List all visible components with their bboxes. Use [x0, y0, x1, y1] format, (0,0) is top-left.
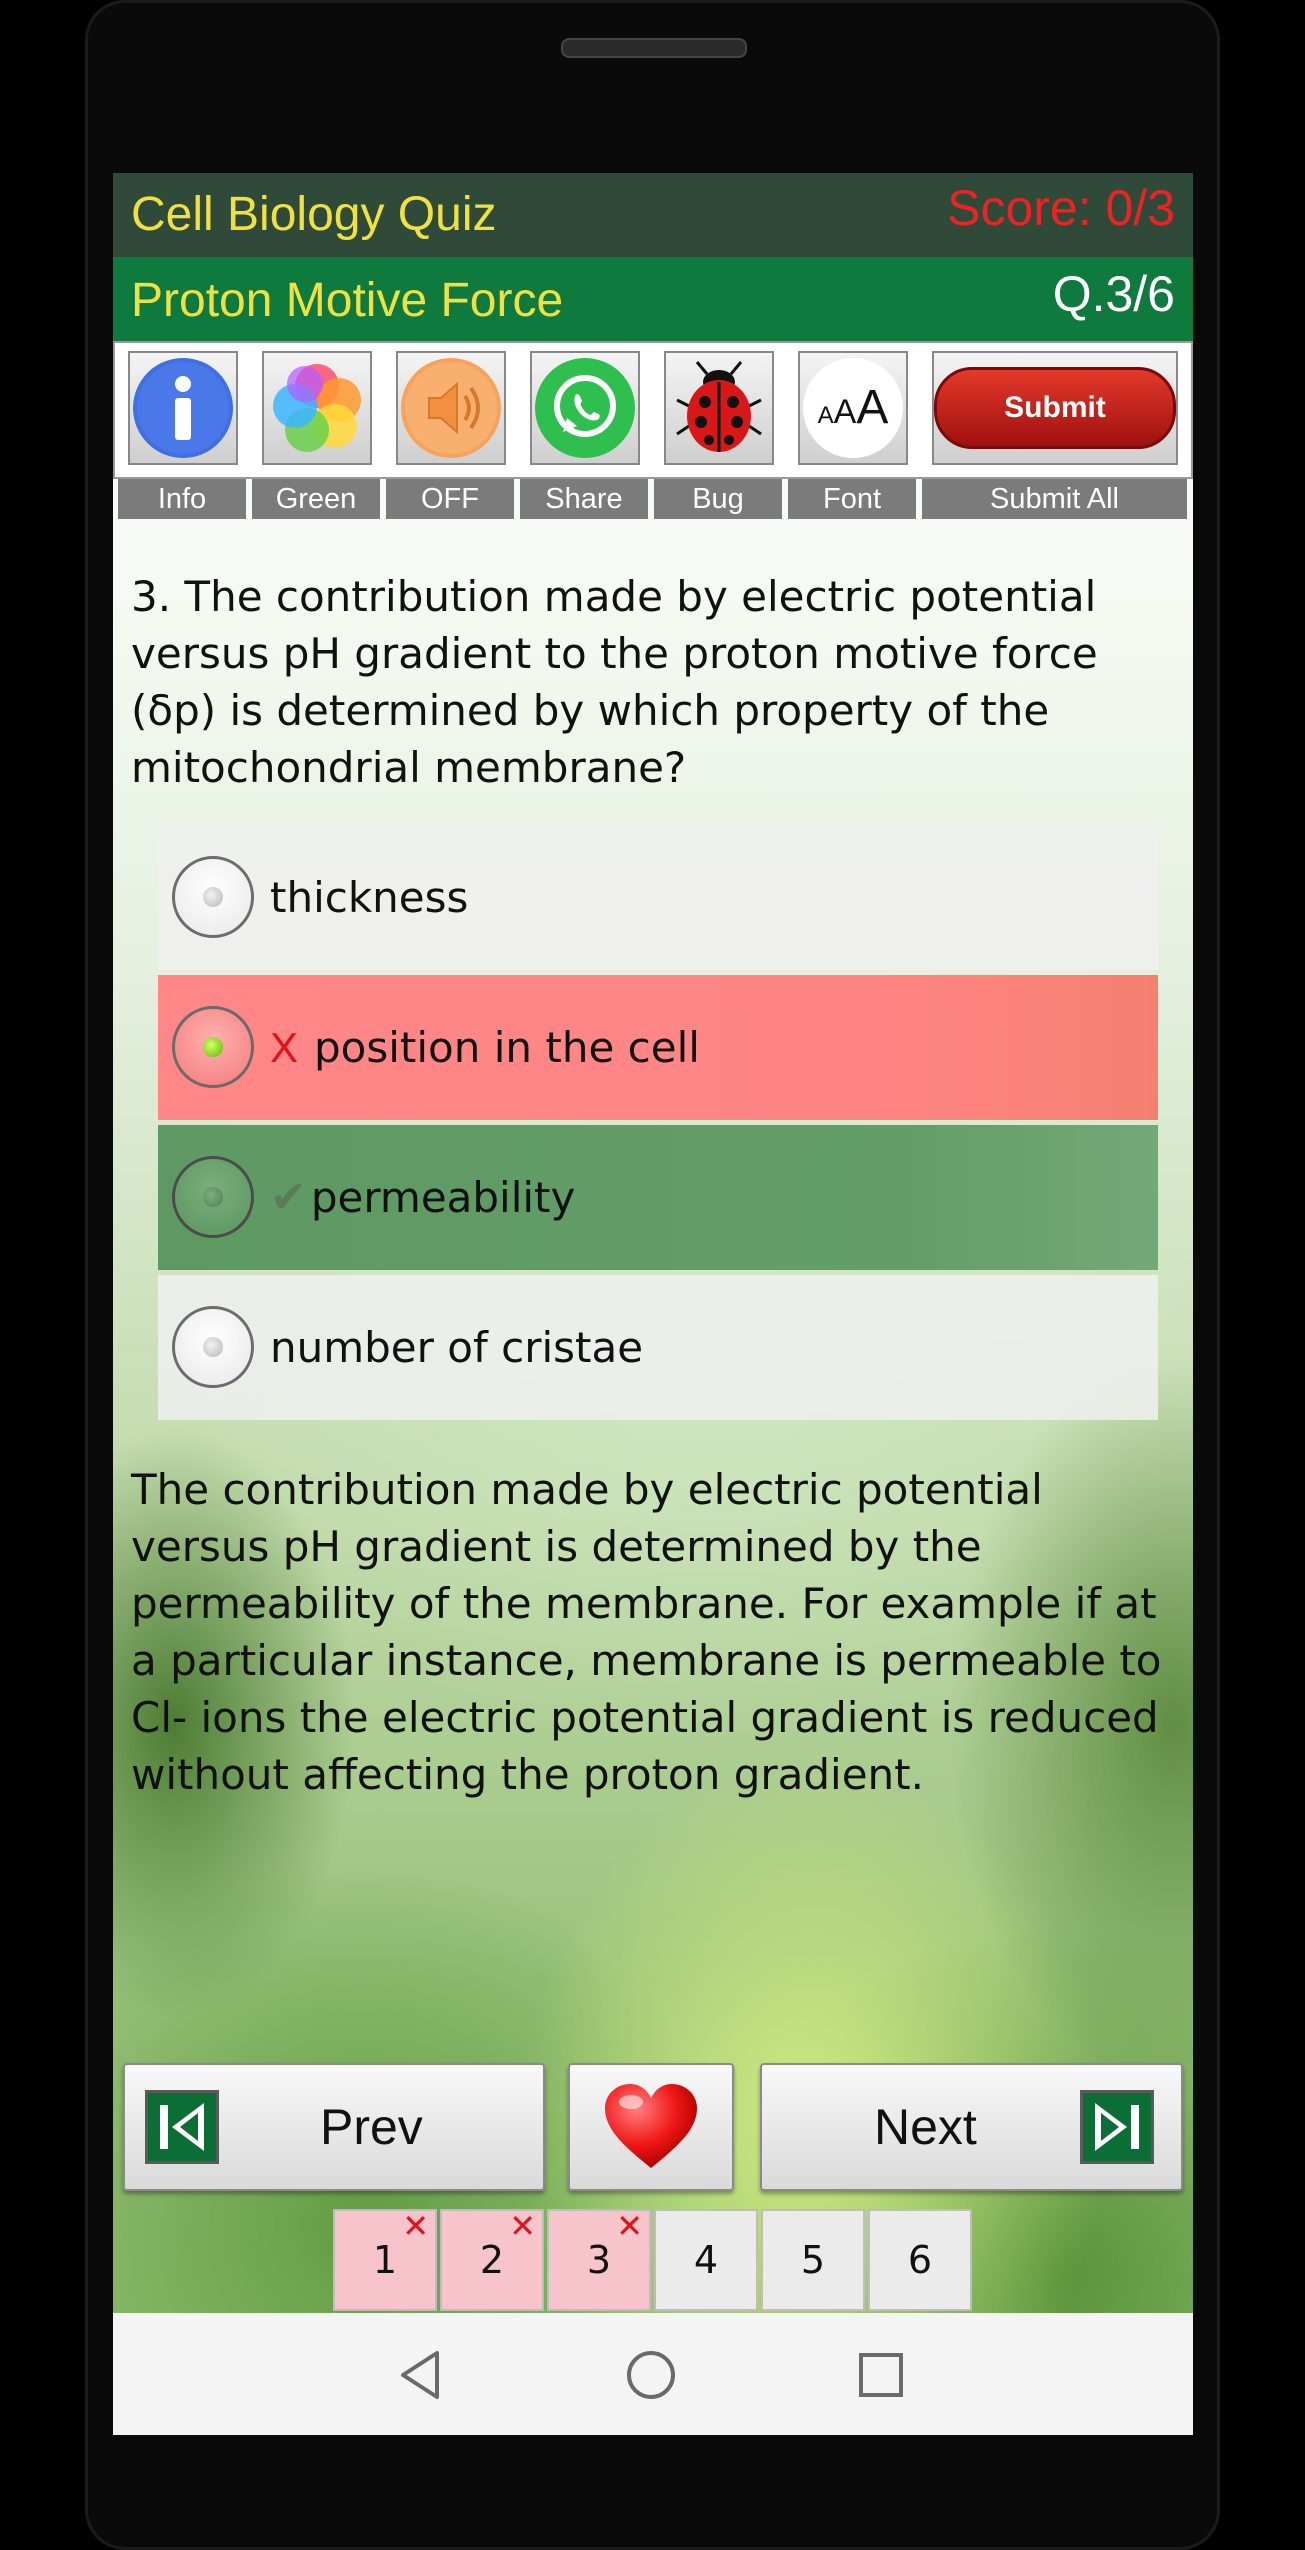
favorite-button[interactable] — [568, 2063, 734, 2191]
option-label: thickness — [270, 873, 469, 922]
toolbar — [113, 341, 1193, 479]
option-position-in-cell[interactable] — [158, 975, 1158, 1120]
option-permeability[interactable] — [158, 1125, 1158, 1270]
question-counter: Q.3/6 — [1052, 266, 1175, 322]
info-icon — [131, 356, 235, 460]
prev-button[interactable] — [123, 2063, 545, 2191]
answer-explanation: The contribution made by electric potential versus pH gradient is determined by the permeability of the membrane. For example if at a particular instance, membrane is permeable to Cl- ions the electric potential gradient is reduced without affecting the proton gradient. — [131, 1465, 1162, 1799]
page-tab-3[interactable] — [547, 2209, 651, 2311]
color-theme-button[interactable] — [262, 351, 372, 465]
score-display: Score: 0/3 — [947, 180, 1175, 236]
page-number: 4 — [693, 2238, 719, 2282]
wrong-mark-icon: X — [270, 1023, 299, 1071]
option-thickness[interactable] — [158, 825, 1158, 970]
option-label: number of cristae — [270, 1323, 644, 1372]
label-sound[interactable]: OFF — [386, 479, 514, 519]
share-button[interactable] — [530, 351, 640, 465]
submit-pill: Submit — [934, 367, 1176, 449]
page-number: 5 — [800, 2238, 826, 2282]
topic-bar — [113, 257, 1193, 341]
label-bug[interactable]: Bug — [654, 479, 782, 519]
phone-speaker — [561, 38, 747, 58]
radio-dot — [203, 1187, 223, 1207]
bug-report-button[interactable] — [664, 351, 774, 465]
page-tab-2[interactable] — [440, 2209, 544, 2311]
label-submit-all[interactable]: Submit All — [922, 479, 1187, 519]
color-wheel-icon — [265, 356, 369, 460]
submit-button[interactable] — [932, 351, 1178, 465]
next-button[interactable] — [760, 2063, 1183, 2191]
correct-check-icon: ✔ — [270, 1172, 307, 1223]
label-share[interactable]: Share — [520, 479, 648, 519]
font-glyph-big: A — [856, 381, 889, 434]
wrong-badge-icon: ✕ — [509, 2207, 536, 2245]
next-label: Next — [874, 2099, 977, 2155]
whatsapp-icon — [533, 356, 637, 460]
option-label: permeability — [310, 1173, 576, 1222]
radio-dot — [203, 887, 223, 907]
topic-title: Proton Motive Force — [131, 274, 564, 327]
info-button[interactable] — [128, 351, 238, 465]
prev-icon — [145, 2090, 219, 2164]
radio-button[interactable] — [172, 856, 254, 938]
next-icon — [1080, 2090, 1154, 2164]
speaker-icon — [399, 356, 503, 460]
page-tab-4[interactable] — [654, 2209, 758, 2311]
page-number: 6 — [907, 2238, 933, 2282]
home-circle-icon[interactable] — [623, 2347, 679, 2403]
page-number: 1 — [372, 2238, 398, 2282]
label-green[interactable]: Green — [252, 479, 380, 519]
page-tab-1[interactable] — [333, 2209, 437, 2311]
title-bar — [113, 173, 1193, 257]
radio-button[interactable] — [172, 1156, 254, 1238]
wrong-badge-icon: ✕ — [402, 2207, 429, 2245]
label-info[interactable]: Info — [118, 479, 246, 519]
recents-square-icon[interactable] — [853, 2347, 909, 2403]
prev-label: Prev — [320, 2099, 423, 2155]
app-title: Cell Biology Quiz — [131, 188, 497, 241]
font-glyph-mid: A — [833, 393, 857, 431]
font-size-button[interactable] — [798, 351, 908, 465]
radio-button-selected[interactable] — [172, 1006, 254, 1088]
wrong-badge-icon: ✕ — [616, 2207, 643, 2245]
heart-icon — [601, 2082, 701, 2172]
page-number: 2 — [479, 2238, 505, 2282]
ladybug-icon — [667, 356, 771, 460]
page-tab-5[interactable] — [761, 2209, 865, 2311]
font-glyph-small: A — [817, 402, 834, 429]
sound-toggle-button[interactable] — [396, 351, 506, 465]
option-label: position in the cell — [314, 1023, 700, 1072]
radio-dot-selected — [203, 1037, 223, 1057]
option-number-of-cristae[interactable] — [158, 1275, 1158, 1420]
page-number: 3 — [586, 2238, 612, 2282]
app-screen — [113, 173, 1193, 2435]
page-tab-6[interactable] — [868, 2209, 972, 2311]
toolbar-labels — [113, 479, 1193, 519]
system-navigation-bar — [113, 2313, 1193, 2435]
question-text: 3. The contribution made by electric potential versus pH gradient to the proton motive force (δp) is determined by which property of the mitochondrial membrane? — [131, 572, 1098, 792]
label-font[interactable]: Font — [788, 479, 916, 519]
radio-button[interactable] — [172, 1306, 254, 1388]
radio-dot — [203, 1337, 223, 1357]
font-size-icon — [803, 358, 903, 458]
back-triangle-icon[interactable] — [393, 2347, 449, 2403]
